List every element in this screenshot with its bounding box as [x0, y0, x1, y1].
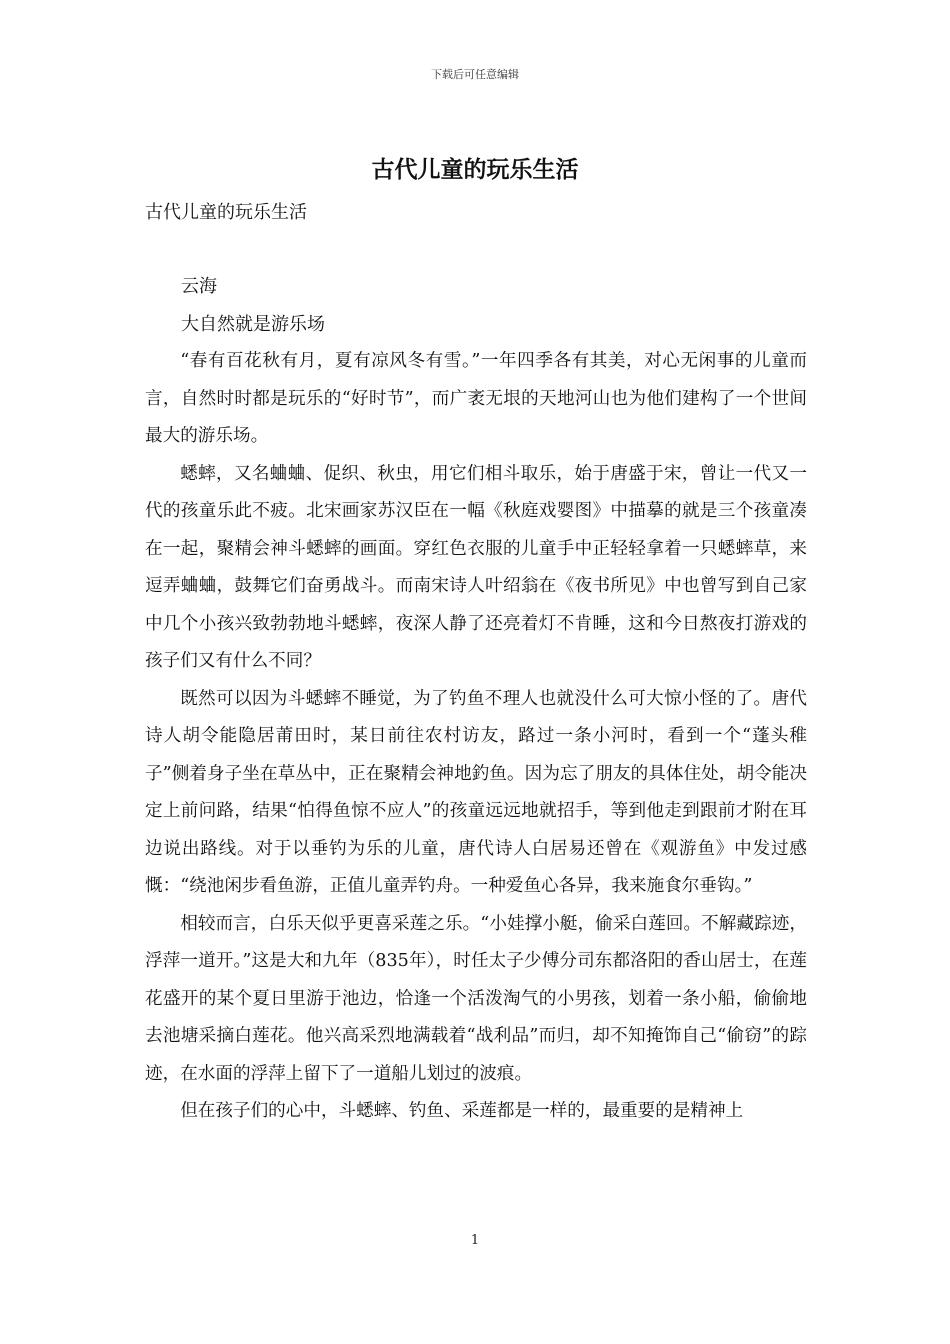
document-subtitle: 古代儿童的玩乐生活 — [145, 202, 307, 223]
page-number: 1 — [470, 1233, 480, 1248]
section-heading: 大自然就是游乐场 — [181, 314, 325, 335]
paragraph: 蟋蟀，又名蛐蛐、促织、秋虫，用它们相斗取乐，始于唐盛于宋，曾让一代又一代的孩童乐此不疲。北宋画家苏汉臣在一幅《秋庭戏婴图》中描摹的就是三个孩童凑在一起，聚精会神斗蟋蟀的画面。穿红色衣服的儿童手中正轻轻拿着一只蟋蟀草，来逗弄蛐蛐，鼓舞它们奋勇战斗。而南宋诗人叶绍翁在《夜书所见》中也曾写到自己家中几个小孩兴致勃勃地斗蟋蟀，夜深人静了还亮着灯不肯睡，这和今日熬夜打游戏的孩子们又有什么不同？ — [145, 463, 807, 671]
document-title: 古代儿童的玩乐生活 — [371, 157, 579, 183]
header-note: 下载后可任意编辑 — [431, 68, 519, 81]
author-name: 云海 — [181, 276, 217, 297]
document-body — [145, 343, 807, 1131]
paragraph: 相较而言，白乐天似乎更喜采莲之乐。“小娃撑小艇，偷采白莲回。不解藏踪迹，浮萍一道开。”这是大和九年（835年），时任太子少傅分司东都洛阳的香山居士，在莲花盛开的某个夏日里游于池边，恰逢一个活泼淘气的小男孩，划着一条小船，偷偷地去池塘采摘白莲花。他兴高采烈地满载着“战利品”而归，却不知掩饰自己“偷窃”的踪迹，在水面的浮萍上留下了一道船儿划过的波痕。 — [145, 913, 807, 1084]
paragraph: 但在孩子们的心中，斗蟋蟀、钓鱼、采莲都是一样的，最重要的是精神上 — [180, 1101, 744, 1121]
paragraph: 既然可以因为斗蟋蟀不睡觉，为了钓鱼不理人也就没什么可大惊小怪的了。唐代诗人胡令能隐居莆田时，某日前往农村访友，路过一条小河时，看到一个“蓬头稚子”侧着身子坐在草丛中，正在聚精会神地釣鱼。因为忘了朋友的具体住处，胡令能决定上前问路，结果“怕得鱼惊不应人”的孩童远远地就招手，等到他走到跟前才附在耳边说出路线。对于以垂钓为乐的儿童，唐代诗人白居易还曾在《观游鱼》中发过感慨：“绕池闲步看鱼游，正值儿童弄钓舟。一种爱鱼心各异，我来施食尔垂钩。” — [145, 688, 807, 896]
paragraph: “春有百花秋有月，夏有凉风冬有雪。”一年四季各有其美，对心无闲事的儿童而言，自然时时都是玩乐的“好时节”，而广袤无垠的天地河山也为他们建构了一个世间最大的游乐场。 — [145, 351, 807, 446]
